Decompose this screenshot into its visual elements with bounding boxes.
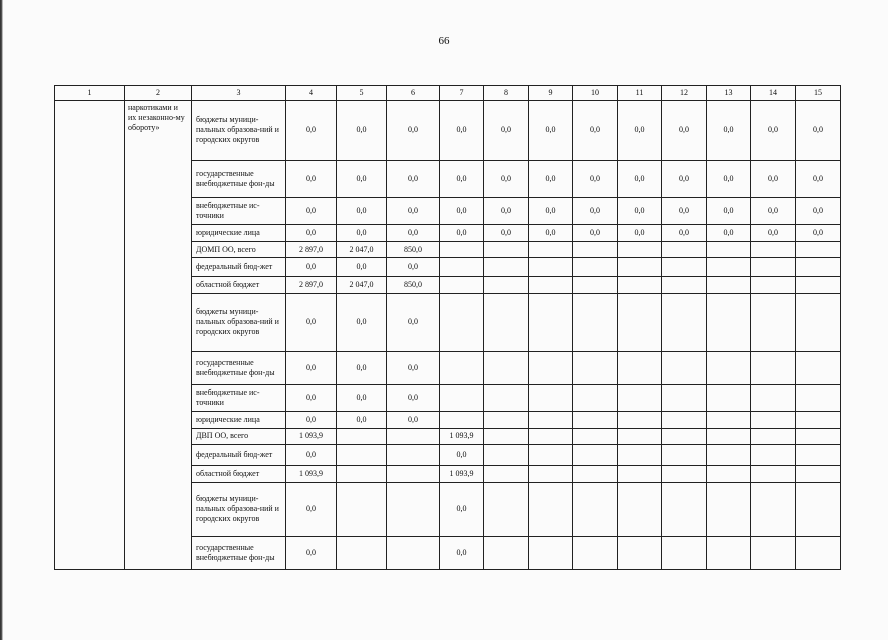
funding-source-label: ДОМП ОО, всего (192, 241, 286, 258)
funding-source-label: федеральный бюд-жет (192, 445, 286, 466)
value-cell (573, 445, 618, 466)
value-cell: 0,0 (707, 225, 751, 242)
funding-source-label: бюджеты муници-пальных образова-ний и городских округов (192, 293, 286, 351)
value-cell (337, 445, 387, 466)
value-cell: 0,0 (337, 351, 387, 384)
value-cell: 0,0 (337, 293, 387, 351)
header-cell: 12 (662, 86, 707, 101)
table-row (55, 100, 841, 160)
value-cell: 2 897,0 (286, 277, 337, 294)
header-cell: 1 (55, 86, 125, 101)
value-cell: 0,0 (286, 385, 337, 412)
value-cell (529, 536, 573, 569)
value-cell (618, 258, 662, 277)
header-cell: 10 (573, 86, 618, 101)
value-cell (618, 412, 662, 429)
value-cell: 0,0 (387, 293, 440, 351)
value-cell (484, 293, 529, 351)
value-cell: 0,0 (529, 198, 573, 225)
value-cell (387, 466, 440, 483)
value-cell: 0,0 (387, 160, 440, 197)
value-cell (707, 445, 751, 466)
value-cell (440, 412, 484, 429)
value-cell: 0,0 (440, 445, 484, 466)
value-cell (573, 351, 618, 384)
value-cell: 0,0 (286, 445, 337, 466)
value-cell (662, 445, 707, 466)
value-cell: 0,0 (286, 198, 337, 225)
value-cell (707, 466, 751, 483)
value-cell: 0,0 (286, 412, 337, 429)
budget-table (54, 85, 841, 570)
value-cell (529, 351, 573, 384)
value-cell: 0,0 (440, 225, 484, 242)
value-cell: 0,0 (387, 198, 440, 225)
value-cell: 0,0 (286, 536, 337, 569)
header-cell: 9 (529, 86, 573, 101)
value-cell: 0,0 (573, 225, 618, 242)
value-cell (662, 428, 707, 445)
header-cell: 15 (796, 86, 841, 101)
header-cell: 7 (440, 86, 484, 101)
value-cell (662, 536, 707, 569)
value-cell (662, 293, 707, 351)
value-cell: 0,0 (484, 100, 529, 160)
funding-source-label: юридические лица (192, 225, 286, 242)
funding-source-label: внебюджетные ис-точники (192, 385, 286, 412)
value-cell (751, 258, 796, 277)
value-cell (751, 536, 796, 569)
value-cell: 0,0 (286, 482, 337, 536)
value-cell: 0,0 (796, 225, 841, 242)
value-cell (573, 466, 618, 483)
value-cell: 0,0 (387, 100, 440, 160)
value-cell (573, 385, 618, 412)
value-cell: 0,0 (286, 293, 337, 351)
value-cell (618, 445, 662, 466)
value-cell: 0,0 (662, 100, 707, 160)
header-cell: 3 (192, 86, 286, 101)
value-cell (618, 351, 662, 384)
value-cell: 0,0 (337, 225, 387, 242)
value-cell (662, 412, 707, 429)
value-cell (484, 277, 529, 294)
scan-edge-shadow (0, 0, 3, 640)
value-cell (484, 482, 529, 536)
value-cell: 1 093,9 (286, 428, 337, 445)
value-cell: 0,0 (618, 225, 662, 242)
value-cell: 0,0 (796, 198, 841, 225)
value-cell (796, 428, 841, 445)
value-cell: 1 093,9 (440, 428, 484, 445)
value-cell: 0,0 (337, 198, 387, 225)
value-cell: 0,0 (751, 100, 796, 160)
value-cell (796, 277, 841, 294)
value-cell (707, 277, 751, 294)
category-cell: наркотиками и их незаконно-му обороту» (125, 100, 192, 569)
value-cell: 0,0 (707, 100, 751, 160)
value-cell: 0,0 (387, 351, 440, 384)
value-cell (529, 293, 573, 351)
value-cell (573, 536, 618, 569)
value-cell (751, 385, 796, 412)
value-cell (751, 412, 796, 429)
value-cell: 0,0 (529, 100, 573, 160)
header-cell: 14 (751, 86, 796, 101)
value-cell: 0,0 (337, 412, 387, 429)
value-cell: 0,0 (529, 160, 573, 197)
value-cell (662, 241, 707, 258)
value-cell: 850,0 (387, 241, 440, 258)
value-cell: 0,0 (751, 160, 796, 197)
value-cell (573, 277, 618, 294)
value-cell: 0,0 (751, 225, 796, 242)
funding-source-label: областной бюджет (192, 277, 286, 294)
value-cell: 0,0 (751, 198, 796, 225)
value-cell: 850,0 (387, 277, 440, 294)
value-cell (618, 277, 662, 294)
value-cell: 2 897,0 (286, 241, 337, 258)
value-cell (796, 536, 841, 569)
value-cell: 0,0 (440, 198, 484, 225)
value-cell (796, 258, 841, 277)
value-cell (618, 482, 662, 536)
value-cell (440, 293, 484, 351)
value-cell: 0,0 (573, 100, 618, 160)
value-cell (573, 482, 618, 536)
value-cell: 0,0 (573, 198, 618, 225)
value-cell (337, 428, 387, 445)
value-cell (387, 536, 440, 569)
table-header-row (55, 86, 841, 101)
value-cell: 0,0 (286, 160, 337, 197)
value-cell: 0,0 (440, 100, 484, 160)
value-cell: 0,0 (337, 160, 387, 197)
value-cell (751, 428, 796, 445)
value-cell (707, 385, 751, 412)
value-cell (573, 293, 618, 351)
value-cell (751, 293, 796, 351)
value-cell (796, 385, 841, 412)
header-cell: 5 (337, 86, 387, 101)
value-cell: 0,0 (387, 258, 440, 277)
value-cell (707, 428, 751, 445)
value-cell (484, 428, 529, 445)
value-cell (662, 351, 707, 384)
value-cell (387, 445, 440, 466)
value-cell (387, 428, 440, 445)
value-cell: 0,0 (387, 225, 440, 242)
value-cell (662, 482, 707, 536)
value-cell (796, 351, 841, 384)
value-cell (751, 351, 796, 384)
value-cell (796, 412, 841, 429)
value-cell (573, 412, 618, 429)
value-cell (484, 351, 529, 384)
funding-source-label: ДВП ОО, всего (192, 428, 286, 445)
value-cell (573, 258, 618, 277)
value-cell: 2 047,0 (337, 241, 387, 258)
value-cell (707, 293, 751, 351)
value-cell (529, 466, 573, 483)
value-cell (484, 258, 529, 277)
header-cell: 6 (387, 86, 440, 101)
value-cell (337, 536, 387, 569)
value-cell: 0,0 (484, 198, 529, 225)
value-cell (529, 385, 573, 412)
value-cell (573, 241, 618, 258)
value-cell: 0,0 (337, 385, 387, 412)
value-cell (751, 241, 796, 258)
value-cell (618, 466, 662, 483)
value-cell (529, 482, 573, 536)
value-cell: 0,0 (440, 536, 484, 569)
funding-source-label: бюджеты муници-пальных образова-ний и городских округов (192, 482, 286, 536)
value-cell (751, 482, 796, 536)
value-cell: 0,0 (337, 258, 387, 277)
value-cell: 0,0 (440, 160, 484, 197)
funding-source-label: бюджеты муници-пальных образова-ний и городских округов (192, 100, 286, 160)
value-cell (662, 277, 707, 294)
value-cell: 0,0 (387, 412, 440, 429)
value-cell (440, 351, 484, 384)
value-cell (618, 241, 662, 258)
value-cell (440, 385, 484, 412)
value-cell: 0,0 (387, 385, 440, 412)
value-cell (796, 482, 841, 536)
value-cell (337, 466, 387, 483)
value-cell (484, 385, 529, 412)
funding-source-label: внебюджетные ис-точники (192, 198, 286, 225)
value-cell: 0,0 (484, 225, 529, 242)
value-cell (618, 428, 662, 445)
value-cell (387, 482, 440, 536)
value-cell: 0,0 (286, 100, 337, 160)
value-cell (337, 482, 387, 536)
value-cell: 0,0 (618, 160, 662, 197)
value-cell (618, 293, 662, 351)
value-cell (440, 241, 484, 258)
value-cell (662, 385, 707, 412)
value-cell (707, 536, 751, 569)
funding-source-label: государственные внебюджетные фон-ды (192, 160, 286, 197)
header-cell: 8 (484, 86, 529, 101)
value-cell: 1 093,9 (286, 466, 337, 483)
value-cell: 0,0 (440, 482, 484, 536)
page-number: 66 (438, 35, 450, 47)
value-cell: 0,0 (618, 198, 662, 225)
value-cell: 0,0 (662, 160, 707, 197)
value-cell: 0,0 (484, 160, 529, 197)
funding-source-label: государственные внебюджетные фон-ды (192, 536, 286, 569)
value-cell (751, 277, 796, 294)
value-cell (484, 466, 529, 483)
value-cell (796, 466, 841, 483)
value-cell (484, 412, 529, 429)
value-cell (751, 445, 796, 466)
value-cell (529, 412, 573, 429)
value-cell (796, 293, 841, 351)
value-cell (440, 277, 484, 294)
value-cell: 0,0 (286, 258, 337, 277)
value-cell: 0,0 (796, 160, 841, 197)
value-cell (529, 445, 573, 466)
value-cell: 0,0 (529, 225, 573, 242)
value-cell (662, 466, 707, 483)
funding-source-label: федеральный бюд-жет (192, 258, 286, 277)
value-cell (707, 258, 751, 277)
value-cell (529, 428, 573, 445)
value-cell (796, 445, 841, 466)
value-cell (484, 445, 529, 466)
value-cell (707, 351, 751, 384)
value-cell: 0,0 (286, 351, 337, 384)
header-cell: 11 (618, 86, 662, 101)
value-cell (484, 536, 529, 569)
value-cell (707, 241, 751, 258)
value-cell (751, 466, 796, 483)
value-cell: 0,0 (796, 100, 841, 160)
value-cell (484, 241, 529, 258)
header-cell: 2 (125, 86, 192, 101)
value-cell (440, 258, 484, 277)
value-cell (662, 258, 707, 277)
value-cell (529, 277, 573, 294)
value-cell: 0,0 (662, 225, 707, 242)
value-cell (529, 241, 573, 258)
value-cell (707, 482, 751, 536)
number-column-cell (55, 100, 125, 569)
value-cell (618, 385, 662, 412)
funding-source-label: областной бюджет (192, 466, 286, 483)
value-cell (573, 428, 618, 445)
value-cell (796, 241, 841, 258)
value-cell (707, 412, 751, 429)
value-cell: 0,0 (573, 160, 618, 197)
header-cell: 13 (707, 86, 751, 101)
value-cell (618, 536, 662, 569)
value-cell: 0,0 (618, 100, 662, 160)
value-cell (529, 258, 573, 277)
value-cell: 1 093,9 (440, 466, 484, 483)
value-cell: 0,0 (286, 225, 337, 242)
value-cell: 0,0 (662, 198, 707, 225)
header-cell: 4 (286, 86, 337, 101)
value-cell: 0,0 (707, 160, 751, 197)
value-cell: 0,0 (337, 100, 387, 160)
value-cell: 0,0 (707, 198, 751, 225)
funding-source-label: юридические лица (192, 412, 286, 429)
funding-source-label: государственные внебюджетные фон-ды (192, 351, 286, 384)
value-cell: 2 047,0 (337, 277, 387, 294)
